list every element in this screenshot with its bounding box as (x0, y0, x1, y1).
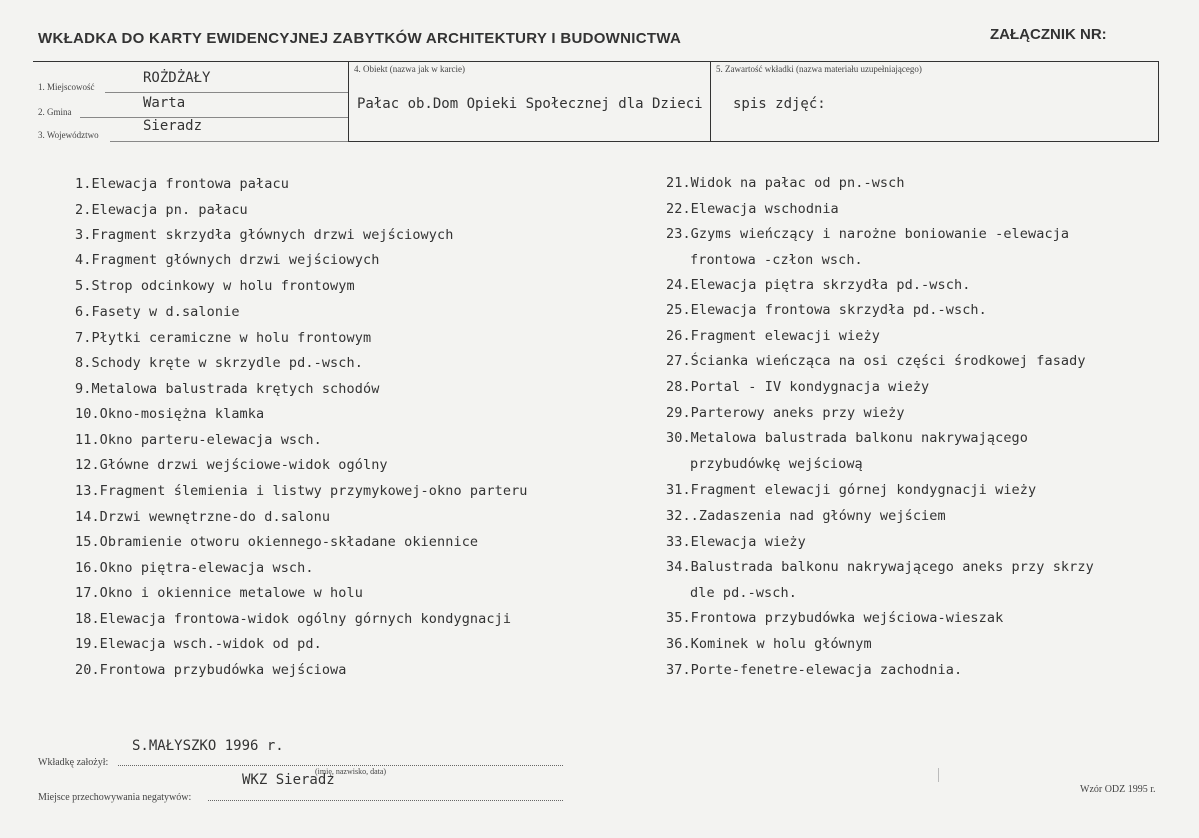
list-item: 21.Widok na pałac od pn.-wsch (666, 175, 905, 191)
list-item: 34.Balustrada balkonu nakrywającego aneks przy skrzy (666, 559, 1094, 575)
list-item: 14.Drzwi wewnętrzne-do d.salonu (75, 509, 331, 525)
locality-value: ROŻDŻAŁY (143, 70, 211, 86)
list-item: 27.Ścianka wieńcząca na osi części środkowej fasady (666, 353, 1086, 369)
object-value: Pałac ob.Dom Opieki Społecznej dla Dzieci (357, 96, 703, 112)
list-item: 25.Elewacja frontowa skrzydła pd.-wsch. (666, 302, 987, 318)
list-item: 9.Metalowa balustrada krętych schodów (75, 381, 380, 397)
storage-dotted-line (208, 800, 563, 801)
list-item: 12.Główne drzwi wejściowe-widok ogólny (75, 457, 388, 473)
list-item: 29.Parterowy aneks przy wieży (666, 405, 905, 421)
list-item: 1.Elewacja frontowa pałacu (75, 176, 289, 192)
content-value: spis zdjęć: (733, 96, 826, 112)
list-item: 20.Frontowa przybudówka wejściowa (75, 662, 347, 678)
list-item: 23.Gzyms wieńczący i narożne boniowanie -elewacja (666, 226, 1070, 242)
voivodeship-value: Sieradz (143, 118, 203, 134)
list-item: 35.Frontowa przybudówka wejściowa-wieszak (666, 610, 1004, 626)
list-item: 31.Fragment elewacji górnej kondygnacji wieży (666, 482, 1037, 498)
commune-value: Warta (143, 95, 186, 111)
list-item: 11.Okno parteru-elewacja wsch. (75, 432, 322, 448)
author-value: S.MAŁYSZKO 1996 r. (132, 738, 284, 754)
author-dotted-line (118, 765, 563, 766)
list-item: 32..Zadaszenia nad główny wejściem (666, 508, 946, 524)
content-label: 5. Zawartość wkładki (nazwa materiału uzupełniającego) (716, 64, 922, 74)
list-item: 22.Elewacja wschodnia (666, 201, 839, 217)
list-item: 16.Okno piętra-elewacja wsch. (75, 560, 314, 576)
list-item: 2.Elewacja pn. pałacu (75, 202, 248, 218)
table-bottom-border (348, 141, 1158, 142)
list-item: 30.Metalowa balustrada balkonu nakrywającego (666, 430, 1029, 446)
list-item: 18.Elewacja frontowa-widok ogólny górnych kondygnacji (75, 611, 512, 627)
list-item: 36.Kominek w holu głównym (666, 636, 872, 652)
list-item: 10.Okno-mosiężna klamka (75, 406, 265, 422)
list-item: 37.Porte-fenetre-elewacja zachodnia. (666, 662, 963, 678)
list-item: 33.Elewacja wieży (666, 534, 806, 550)
form-version: Wzór ODZ 1995 r. (1080, 784, 1156, 795)
commune-label: 2. Gmina (38, 107, 72, 117)
list-item: 8.Schody kręte w skrzydle pd.-wsch. (75, 355, 363, 371)
list-item: frontowa -człon wsch. (690, 252, 863, 268)
scan-mark (938, 768, 939, 782)
voivodeship-label: 3. Województwo (38, 130, 99, 140)
locality-label: 1. Miejscowość (38, 82, 95, 92)
list-item: 13.Fragment ślemienia i listwy przymykowej-okno parteru (75, 483, 528, 499)
list-item: dle pd.-wsch. (690, 585, 797, 601)
form-title: WKŁADKA DO KARTY EWIDENCYJNEJ ZABYTKÓW ARCHITEKTURY I BUDOWNICTWA (38, 30, 682, 47)
list-item: 4.Fragment głównych drzwi wejściowych (75, 252, 380, 268)
list-item: 26.Fragment elewacji wieży (666, 328, 880, 344)
list-item: 19.Elewacja wsch.-widok od pd. (75, 636, 322, 652)
list-item: 5.Strop odcinkowy w holu frontowym (75, 278, 355, 294)
locality-underline (105, 92, 348, 93)
list-item: przybudówkę wejściową (690, 456, 863, 472)
list-item: 17.Okno i okiennice metalowe w holu (75, 585, 363, 601)
list-item: 15.Obramienie otworu okiennego-składane okiennice (75, 534, 479, 550)
table-right-border (1158, 61, 1159, 142)
list-item: 28.Portal - IV kondygnacja wieży (666, 379, 930, 395)
object-label: 4. Obiekt (nazwa jak w karcie) (354, 64, 465, 74)
list-item: 7.Płytki ceramiczne w holu frontowym (75, 330, 372, 346)
storage-value: WKZ Sieradz (242, 772, 335, 788)
author-hint: (imię, nazwisko, data) (315, 767, 387, 776)
commune-underline (80, 117, 348, 118)
author-label: Wkładkę założył: (38, 757, 109, 768)
list-item: 6.Fasety w d.salonie (75, 304, 240, 320)
annex-number-label: ZAŁĄCZNIK NR: (990, 26, 1107, 43)
table-divider-1 (348, 61, 349, 142)
storage-label: Miejsce przechowywania negatywów: (38, 792, 192, 803)
table-divider-2 (710, 61, 711, 142)
list-item: 3.Fragment skrzydła głównych drzwi wejściowych (75, 227, 454, 243)
table-top-border (33, 61, 1158, 62)
voivodeship-underline (110, 141, 348, 142)
list-item: 24.Elewacja piętra skrzydła pd.-wsch. (666, 277, 971, 293)
